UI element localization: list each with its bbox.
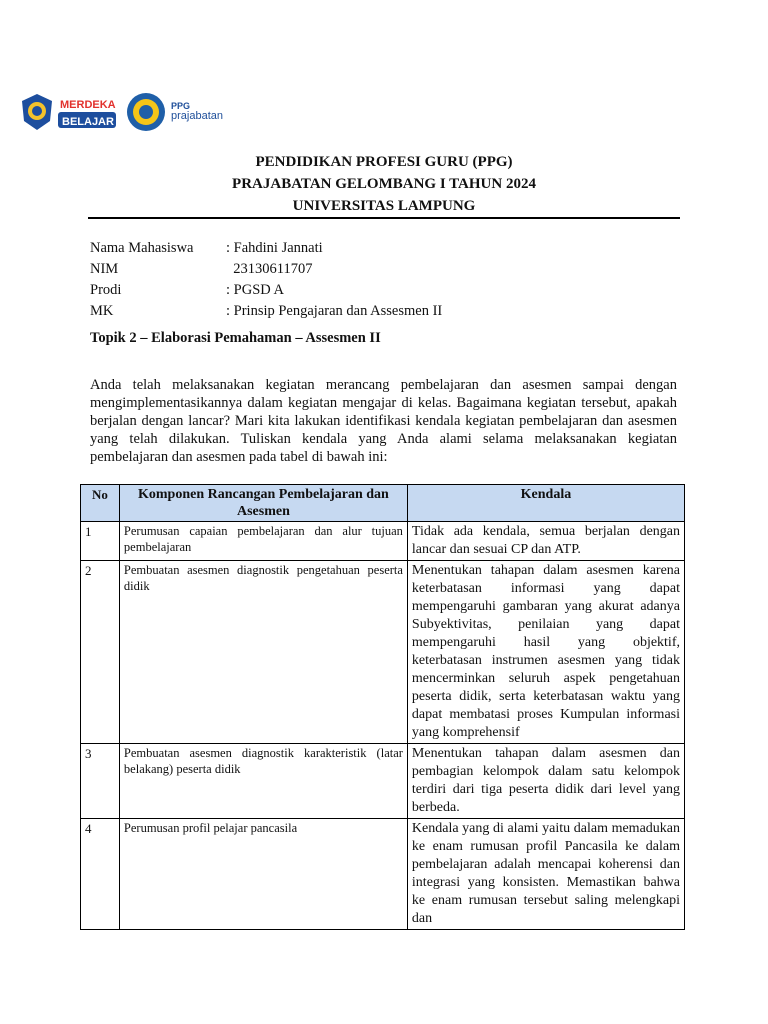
info-label: Nama Mahasiswa bbox=[90, 240, 194, 256]
info-value: : Prinsip Pengajaran dan Assesmen II bbox=[226, 303, 443, 319]
table-row bbox=[81, 744, 685, 819]
topic-title: Topik 2 – Elaborasi Pemahaman – Assesmen II bbox=[90, 330, 381, 346]
info-row-mk bbox=[90, 301, 442, 322]
kendala-table bbox=[80, 484, 685, 930]
table-row bbox=[81, 522, 685, 561]
ppg-emblem-icon bbox=[126, 92, 166, 132]
cell-komponen: Perumusan profil pelajar pancasila bbox=[119, 819, 407, 930]
header-line-2: PRAJABATAN GELOMBANG I TAHUN 2024 bbox=[232, 176, 536, 192]
info-row-nim bbox=[90, 259, 442, 280]
cell-kendala: Kendala yang di alami yaitu dalam memadukan ke enam rumusan profil Pancasila ke dalam pembelajaran adalah mencapai koherensi dan integrasi yang konsisten. Memastikan bahwa ke enam rumusan tersebut saling melengkapi dan bbox=[407, 819, 684, 930]
info-row-prodi bbox=[90, 280, 442, 301]
merdeka-belajar-logo bbox=[56, 93, 122, 131]
svg-text:MERDEKA: MERDEKA bbox=[60, 99, 116, 111]
student-info bbox=[90, 238, 442, 322]
info-value: : Fahdini Jannati bbox=[226, 240, 323, 256]
cell-no: 2 bbox=[81, 561, 120, 744]
prajabatan-label: prajabatan bbox=[171, 110, 223, 122]
cell-no: 1 bbox=[81, 522, 120, 561]
header-line-1: PENDIDIKAN PROFESI GURU (PPG) bbox=[255, 154, 513, 170]
table-row bbox=[81, 561, 685, 744]
instruction-paragraph: Anda telah melaksanakan kegiatan merancang pembelajaran dan asesmen sampai dengan mengimplementasikannya dalam kegiatan mengajar di kelas. Bagaimana kegiatan tersebut, apakah berjalan dengan lancar? Mari kita lakukan identifikasi kendala kegiatan pembelajaran dan asesmen yang telah dilakukan. Tuliskan kendala yang Anda alami selama melaksanakan kegiatan pembelajaran dan asesmen pada tabel di bawah ini: bbox=[90, 377, 677, 465]
cell-kendala: Tidak ada kendala, semua berjalan dengan lancar dan sesuai CP dan ATP. bbox=[407, 522, 684, 561]
cell-komponen: Pembuatan asesmen diagnostik pengetahuan peserta didik bbox=[119, 561, 407, 744]
svg-text:BELAJAR: BELAJAR bbox=[62, 116, 114, 128]
info-value: : PGSD A bbox=[226, 282, 285, 298]
cell-no: 3 bbox=[81, 744, 120, 819]
header-logos bbox=[20, 92, 223, 132]
cell-komponen: Pembuatan asesmen diagnostik karakteristik (latar belakang) peserta didik bbox=[119, 744, 407, 819]
info-label: Prodi bbox=[90, 282, 122, 298]
header-kendala: Kendala bbox=[407, 485, 684, 522]
header-divider bbox=[88, 217, 680, 219]
info-label: NIM bbox=[90, 261, 119, 277]
ppg-label: PPG bbox=[171, 101, 191, 111]
header-no: No bbox=[81, 485, 120, 522]
info-value: 23130611707 bbox=[226, 261, 313, 277]
header-line-3: UNIVERSITAS LAMPUNG bbox=[292, 198, 476, 214]
info-label: MK bbox=[90, 303, 114, 319]
table-row bbox=[81, 819, 685, 930]
table-header-row bbox=[81, 485, 685, 522]
cell-kendala: Menentukan tahapan dalam asesmen dan pembagian kelompok dalam satu kelompok terdiri dari tiga peserta didik dari level yang berbeda. bbox=[407, 744, 684, 819]
info-row-nama bbox=[90, 238, 442, 259]
cell-no: 4 bbox=[81, 819, 120, 930]
tut-wuri-handayani-emblem-icon bbox=[20, 93, 54, 131]
document-header bbox=[0, 151, 768, 217]
ppg-prajabatan-wordmark bbox=[171, 102, 223, 122]
header-komponen: Komponen Rancangan Pembelajaran dan Asesmen bbox=[119, 485, 407, 522]
cell-komponen: Perumusan capaian pembelajaran dan alur tujuan pembelajaran bbox=[119, 522, 407, 561]
cell-kendala: Menentukan tahapan dalam asesmen karena keterbatasan informasi yang dapat mempengaruhi gambaran yang akurat adanya Subyektivitas, penilaian yang dapat mempengaruhi hasil yang objektif, keterbatasan instrumen asesmen yang tidak mencerminkan seluruh aspek pengetahuan peserta didik, serta keterbatasan waktu yang dapat membatasi proses Kumpulan informasi yang komprehensif bbox=[407, 561, 684, 744]
